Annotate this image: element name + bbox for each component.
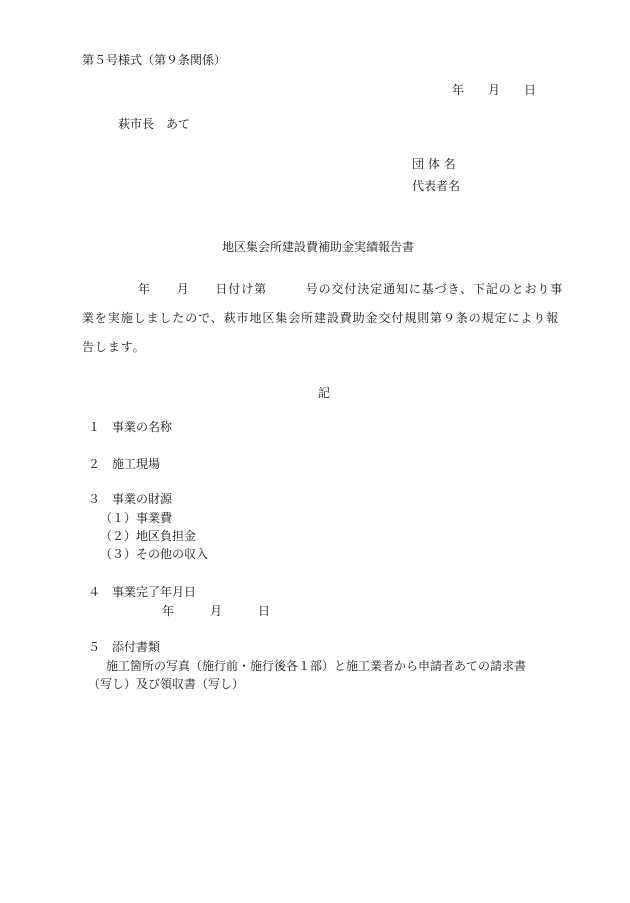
representative-label: 代表者名 [412, 179, 461, 193]
body-line-2: 業を実施しましたので、萩市地区集会所建設費助金交付規則第９条の規定により報 [82, 311, 560, 325]
document-title: 地区集会所建設費補助金実績報告書 [222, 240, 415, 254]
addressee: 萩市長 あて [118, 117, 191, 131]
item-4: ４ 事業完了年月日 [88, 585, 197, 599]
ki-heading: 記 [318, 386, 331, 400]
item-5-line-2: （写し）及び領収書（写し） [88, 677, 245, 691]
form-number: 第５号様式（第９条関係） [82, 53, 227, 67]
item-2: ２ 施工現場 [88, 457, 161, 471]
item-1: １ 事業の名称 [88, 420, 173, 434]
date-line: 年 月 日 [452, 83, 537, 97]
item-3-sub-2: （２）地区負担金 [100, 529, 197, 543]
item-4-date: 年 月 日 [162, 604, 271, 618]
item-5-line-1: 施工箇所の写真（施行前・施行後各１部）と施工業者から申請者あての請求書 [106, 659, 527, 673]
item-3-sub-1: （１）事業費 [100, 511, 173, 525]
item-5: ５ 添付書類 [88, 640, 161, 654]
org-name-label: 団 体 名 [412, 157, 456, 171]
body-line-3: 告します。 [82, 340, 146, 354]
body-line-1: 年 月 日付け第 号の交付決定通知に基づき、下記のとおり事 [138, 282, 564, 296]
item-3-sub-3: （３）その他の収入 [100, 547, 209, 561]
item-3: ３ 事業の財源 [88, 492, 173, 506]
